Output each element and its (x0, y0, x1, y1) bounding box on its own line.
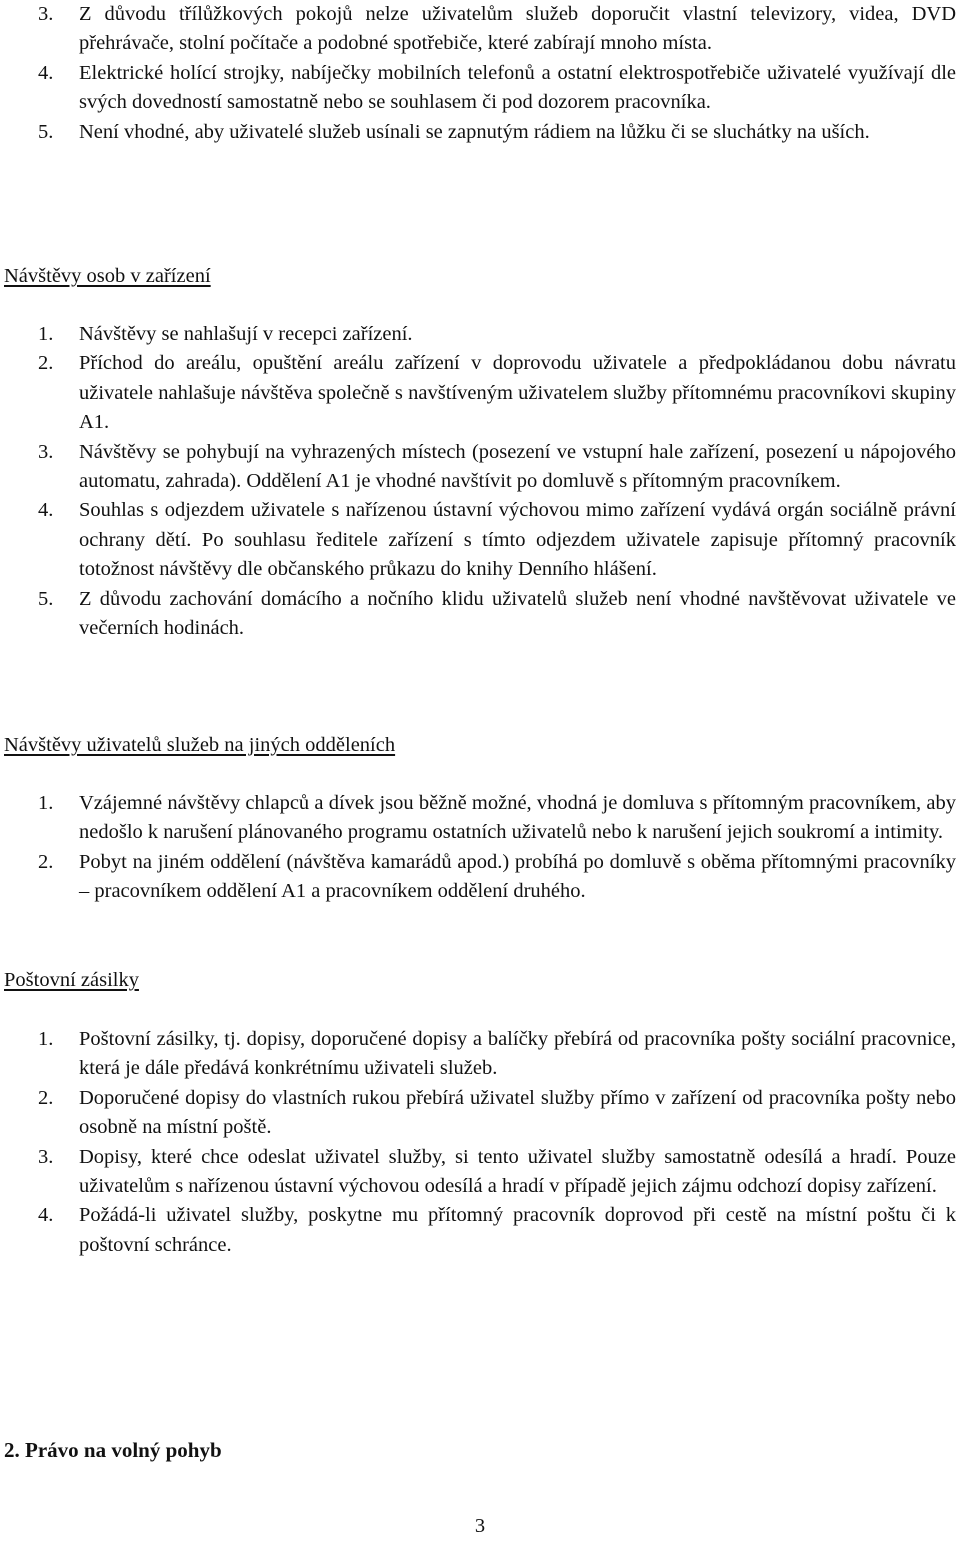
section-heading-mail: Poštovní zásilky (4, 969, 139, 991)
list-mail (0, 1025, 960, 1260)
list-item: 1. Poštovní zásilky, tj. dopisy, doporučené dopisy a balíčky přebírá od pracovníka pošty sociální pracovnice, která je dále předává konkrétnímu uživateli služeb. (38, 1028, 956, 1080)
list-item: 3. Z důvodu třílůžkových pokojů nelze uživatelům služeb doporučit vlastní televizory, videa, DVD přehrávače, stolní počítače a podobné spotřebiče, které zabírají mnoho místa. (38, 3, 956, 55)
section-heading-visits: Návštěvy osob v zařízení (4, 265, 211, 287)
list-item: 2. Doporučené dopisy do vlastních rukou přebírá uživatel služby přímo v zařízení od pracovníka pošty nebo osobně na místní poště. (38, 1086, 956, 1139)
list-item: 5. Není vhodné, aby uživatelé služeb usínali se zapnutým rádiem na lůžku či se sluchátky na uších. (38, 120, 870, 143)
chapter-heading: 2. Právo na volný pohyb (4, 1438, 222, 1462)
page-number: 3 (474, 1515, 486, 1537)
list-top (0, 0, 960, 147)
list-other-wards (0, 789, 960, 907)
list-item: 1. Vzájemné návštěvy chlapců a dívek jsou běžně možné, vhodná je domluva s přítomným pracovníkem, aby nedošlo k narušení plánovaného programu ostatních uživatelů nebo k narušení jejich soukromí a intimity. (38, 792, 956, 844)
list-item: 5. Z důvodu zachování domácího a nočního klidu uživatelů služeb není vhodné navštěvovat uživatele ve večerních hodinách. (38, 587, 956, 640)
list-item: 4. Požádá-li uživatel služby, poskytne mu přítomný pracovník doprovod při cestě na místní poštu či k poštovní schránce. (38, 1204, 956, 1256)
list-item: 4. Elektrické holící strojky, nabíječky mobilních telefonů a ostatní elektrospotřebiče uživatelé využívají dle svých dovedností samostatně nebo se souhlasem či pod dozorem pracovníka. (38, 61, 956, 114)
list-item: 3. Dopisy, které chce odeslat uživatel služby, si tento uživatel služby samostatně odesílá a hradí. Pouze uživatelům s nařízenou ústavní výchovou odesílá a hradí v případě jejich zájmu odchozí dopisy zařízení. (38, 1145, 956, 1198)
section-heading-other-wards: Návštěvy uživatelů služeb na jiných odděleních (4, 734, 396, 756)
list-item: 3. Návštěvy se pohybují na vyhrazených místech (posezení ve vstupní hale zařízení, posezení u nápojového automatu, zahrada). Oddělení A1 je vhodné navštívit po domluvě s přítomným pracovníkem. (38, 440, 956, 493)
list-item: 2. Příchod do areálu, opuštění areálu zařízení v doprovodu uživatele a předpokládanou dobu návratu uživatele nahlašuje návštěva společně s navštíveným uživatelem služby přítomnému pracovníkovi skupiny A1. (38, 352, 956, 434)
list-item: 1. Návštěvy se nahlašují v recepci zařízení. (38, 323, 413, 345)
list-visits (0, 320, 960, 643)
list-item: 4. Souhlas s odjezdem uživatele s nařízenou ústavní výchovou mimo zařízení vydává orgán sociálně právní ochrany dětí. Po souhlasu ředitele zařízení s tímto odjezdem uživatele zapisuje přítomný pracovník totožnost návštěvy dle občanského průkazu do knihy Denního hlášení. (38, 499, 956, 581)
list-item: 2. Pobyt na jiném oddělení (návštěva kamarádů apod.) probíhá po domluvě s oběma přítomnými pracovníky – pracovníkem oddělení A1 a pracovníkem oddělení druhého. (38, 850, 956, 903)
